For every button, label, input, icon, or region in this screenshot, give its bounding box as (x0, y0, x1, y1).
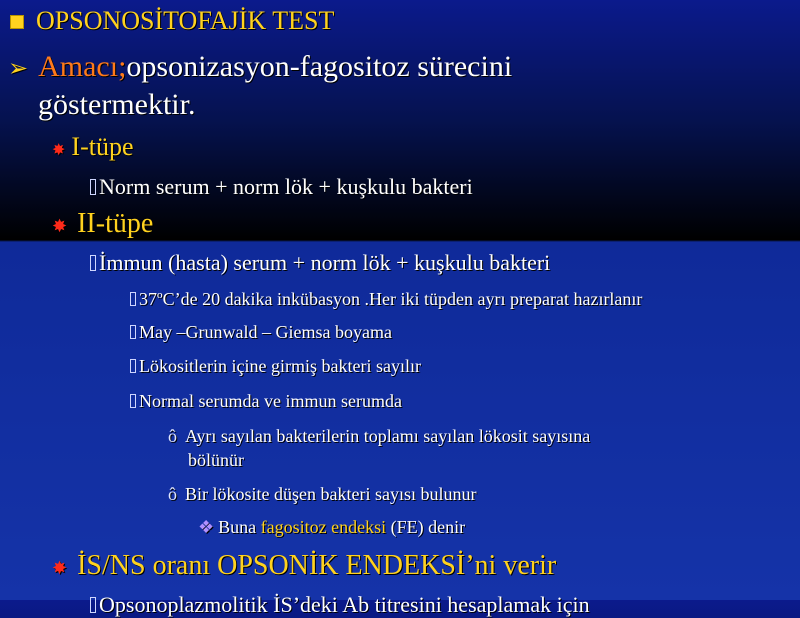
fe-prefix: Buna (218, 517, 261, 537)
box-bullet-icon (90, 255, 96, 271)
substep-text-cont: bölünür (188, 450, 244, 470)
fe-suffix: (FE) denir (386, 517, 466, 537)
tube2-label: II-tüpe (77, 208, 154, 239)
circumflex-o-icon: ô (168, 426, 177, 446)
substep-line-cont (188, 450, 244, 471)
star-bullet-icon: ✸ (52, 558, 68, 578)
four-diamond-icon: ❖ (198, 517, 215, 537)
box-bullet-icon (130, 325, 136, 339)
substep-line (168, 426, 590, 447)
ratio-text: İS/NS oranı OPSONİK ENDEKSİ’ni verir (77, 550, 557, 581)
tube1-line (52, 132, 134, 162)
purpose-text-line1: opsonizasyon-fagositoz sürecini (126, 50, 513, 83)
circumflex-o-icon: ô (168, 484, 177, 504)
bottom-cutoff-line (90, 592, 590, 618)
box-bullet-icon (130, 394, 136, 408)
purpose-label: Amacı; (38, 50, 127, 83)
substep-line (168, 484, 476, 505)
purpose-text-line2: göstermektir. (38, 88, 196, 121)
step-text: May –Grunwald – Giemsa boyama (139, 322, 392, 342)
substep-text: Bir lökosite düşen bakteri sayısı bulunur (185, 484, 477, 504)
box-bullet-icon (90, 597, 96, 613)
tube1-content-line (90, 174, 473, 200)
arrow-bullet-icon: ➢ (8, 56, 29, 82)
fe-note-line (198, 517, 465, 538)
tube2-content: İmmun (hasta) serum + norm lök + kuşkulu bakteri (99, 250, 551, 275)
purpose-line (8, 50, 512, 84)
box-bullet-icon (90, 179, 96, 195)
step-line (130, 391, 402, 412)
step-line (130, 289, 642, 310)
step-line (130, 356, 421, 377)
step-line (130, 322, 392, 343)
tube2-content-line (90, 250, 550, 276)
step-text: Normal serumda ve immun serumda (139, 391, 402, 411)
title-line (10, 6, 334, 36)
tube2-line (52, 208, 153, 240)
square-bullet-icon (10, 15, 24, 29)
fe-highlight: fagositoz endeksi (260, 517, 387, 537)
star-bullet-icon: ✸ (52, 142, 66, 159)
slide-title: OPSONOSİTOFAJİK TEST (36, 6, 335, 35)
box-bullet-icon (130, 359, 136, 373)
ratio-line (52, 550, 556, 582)
bottom-cutoff-text: Opsonoplazmolitik İS’deki Ab titresini hesaplamak için (99, 592, 590, 617)
star-bullet-icon: ✸ (52, 216, 68, 236)
box-bullet-icon (130, 292, 136, 306)
tube1-content: Norm serum + norm lök + kuşkulu bakteri (99, 174, 473, 199)
tube1-label: I-tüpe (71, 132, 134, 161)
step-text: Lökositlerin içine girmiş bakteri sayılır (139, 356, 421, 376)
step-text: 37ºC’de 20 dakika inkübasyon .Her iki tüpden ayrı preparat hazırlanır (139, 289, 643, 309)
purpose-line2 (38, 88, 195, 122)
substep-text: Ayrı sayılan bakterilerin toplamı sayılan lökosit sayısına (185, 426, 591, 446)
